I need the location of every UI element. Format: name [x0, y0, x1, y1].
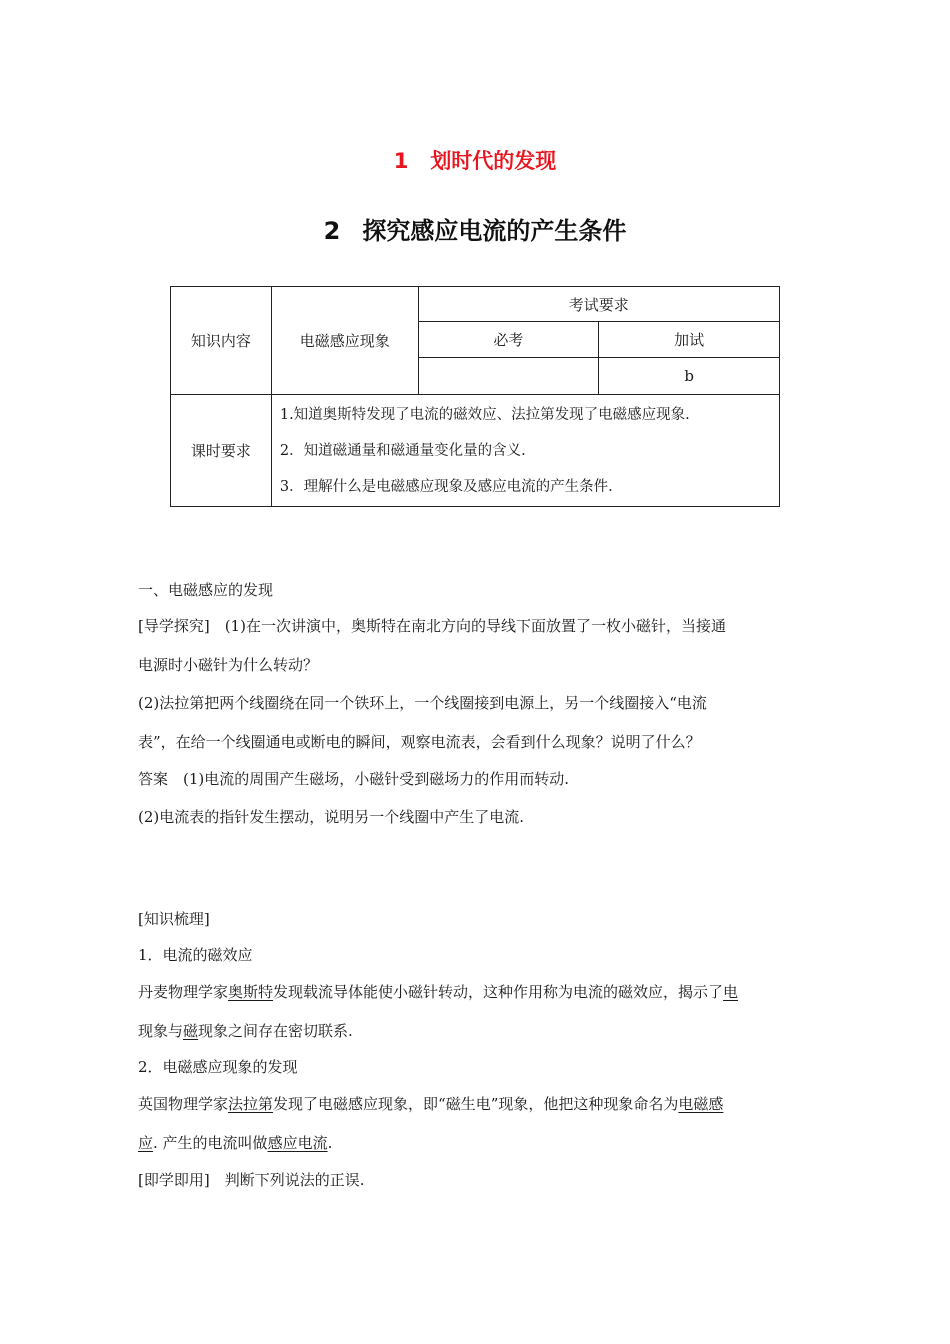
- practice-prompt: [即学即用] 判断下列说法的正误.: [138, 1171, 365, 1189]
- subheading-induction: 2．电磁感应现象的发现: [138, 1058, 298, 1076]
- answer2: (2)电流表的指针发生摆动，说明另一个线圈中产生了电流.: [138, 808, 525, 826]
- exam-req-header: 考试要求: [418, 287, 779, 322]
- lesson2-title-text: 探究感应电流的产生条件: [362, 217, 627, 245]
- text: 发现载流导体能使小磁针转动，这种作用称为电流的磁效应，揭示了: [273, 983, 724, 1001]
- lesson1-title-text: 划时代的发现: [430, 149, 557, 173]
- text: 英国物理学家: [138, 1095, 229, 1113]
- section2-heading: [知识梳理]: [138, 910, 210, 928]
- subheading-magnetic-effect: 1．电流的磁效应: [138, 946, 253, 964]
- class-req-list: [271, 395, 779, 507]
- paragraph1-line2: [138, 1020, 353, 1041]
- lesson2-number: 2: [323, 217, 341, 245]
- blank-oersted: 奥斯特: [228, 983, 274, 1001]
- required-header: 必考: [418, 322, 599, 358]
- blank-em-induction-part2: 应: [138, 1134, 154, 1152]
- required-value: [418, 358, 599, 395]
- requirements-table: [170, 286, 780, 507]
- blank-em-induction-part1: 电磁感: [678, 1095, 724, 1113]
- req-item: 2．知道磁通量和磁通量变化量的含义.: [279, 442, 526, 459]
- req-item: 3．理解什么是电磁感应现象及感应电流的产生条件.: [279, 478, 613, 495]
- text: 现象与: [138, 1022, 184, 1040]
- class-req-label: 课时要求: [171, 395, 272, 507]
- blank-induced-current: 感应电流: [267, 1134, 328, 1152]
- question2-line1: (2)法拉第把两个线圈绕在同一个铁环上，一个线圈接到电源上，另一个线圈接入“电流: [138, 694, 707, 712]
- lesson2-title: [0, 211, 950, 246]
- text: .: [327, 1134, 333, 1152]
- answer1: 答案 (1)电流的周围产生磁场，小磁针受到磁场力的作用而转动.: [138, 770, 570, 788]
- text: . 产生的电流叫做: [153, 1134, 268, 1152]
- extra-header: 加试: [599, 322, 780, 358]
- content-label-cell: 知识内容: [171, 287, 272, 395]
- lesson1-number: 1: [393, 149, 409, 173]
- question1-line2: 电源时小磁针为什么转动？: [138, 656, 319, 674]
- question1-line1: [导学探究] (1)在一次讲演中，奥斯特在南北方向的导线下面放置了一枚小磁针，当接通: [138, 617, 726, 635]
- section1-heading: 一、电磁感应的发现: [138, 581, 274, 599]
- blank-faraday: 法拉第: [228, 1095, 274, 1113]
- blank-magnetic: 磁: [183, 1022, 199, 1040]
- question2-line2: 表”，在给一个线圈通电或断电的瞬间，观察电流表，会看到什么现象？说明了什么？: [138, 733, 701, 751]
- paragraph2-line2: [138, 1132, 332, 1153]
- blank-electric: 电: [723, 983, 739, 1001]
- extra-value: b: [599, 358, 780, 395]
- text: 现象之间存在密切联系.: [198, 1022, 353, 1040]
- topic-cell: 电磁感应现象: [271, 287, 418, 395]
- text: 发现了电磁感应现象，即“磁生电”现象，他把这种现象命名为: [273, 1095, 679, 1113]
- lesson1-title: [0, 145, 950, 175]
- paragraph1-line1: [138, 981, 738, 1002]
- text: 丹麦物理学家: [138, 983, 229, 1001]
- paragraph2-line1: [138, 1093, 723, 1114]
- req-item: 1.知道奥斯特发现了电流的磁效应、法拉第发现了电磁感应现象.: [279, 406, 690, 423]
